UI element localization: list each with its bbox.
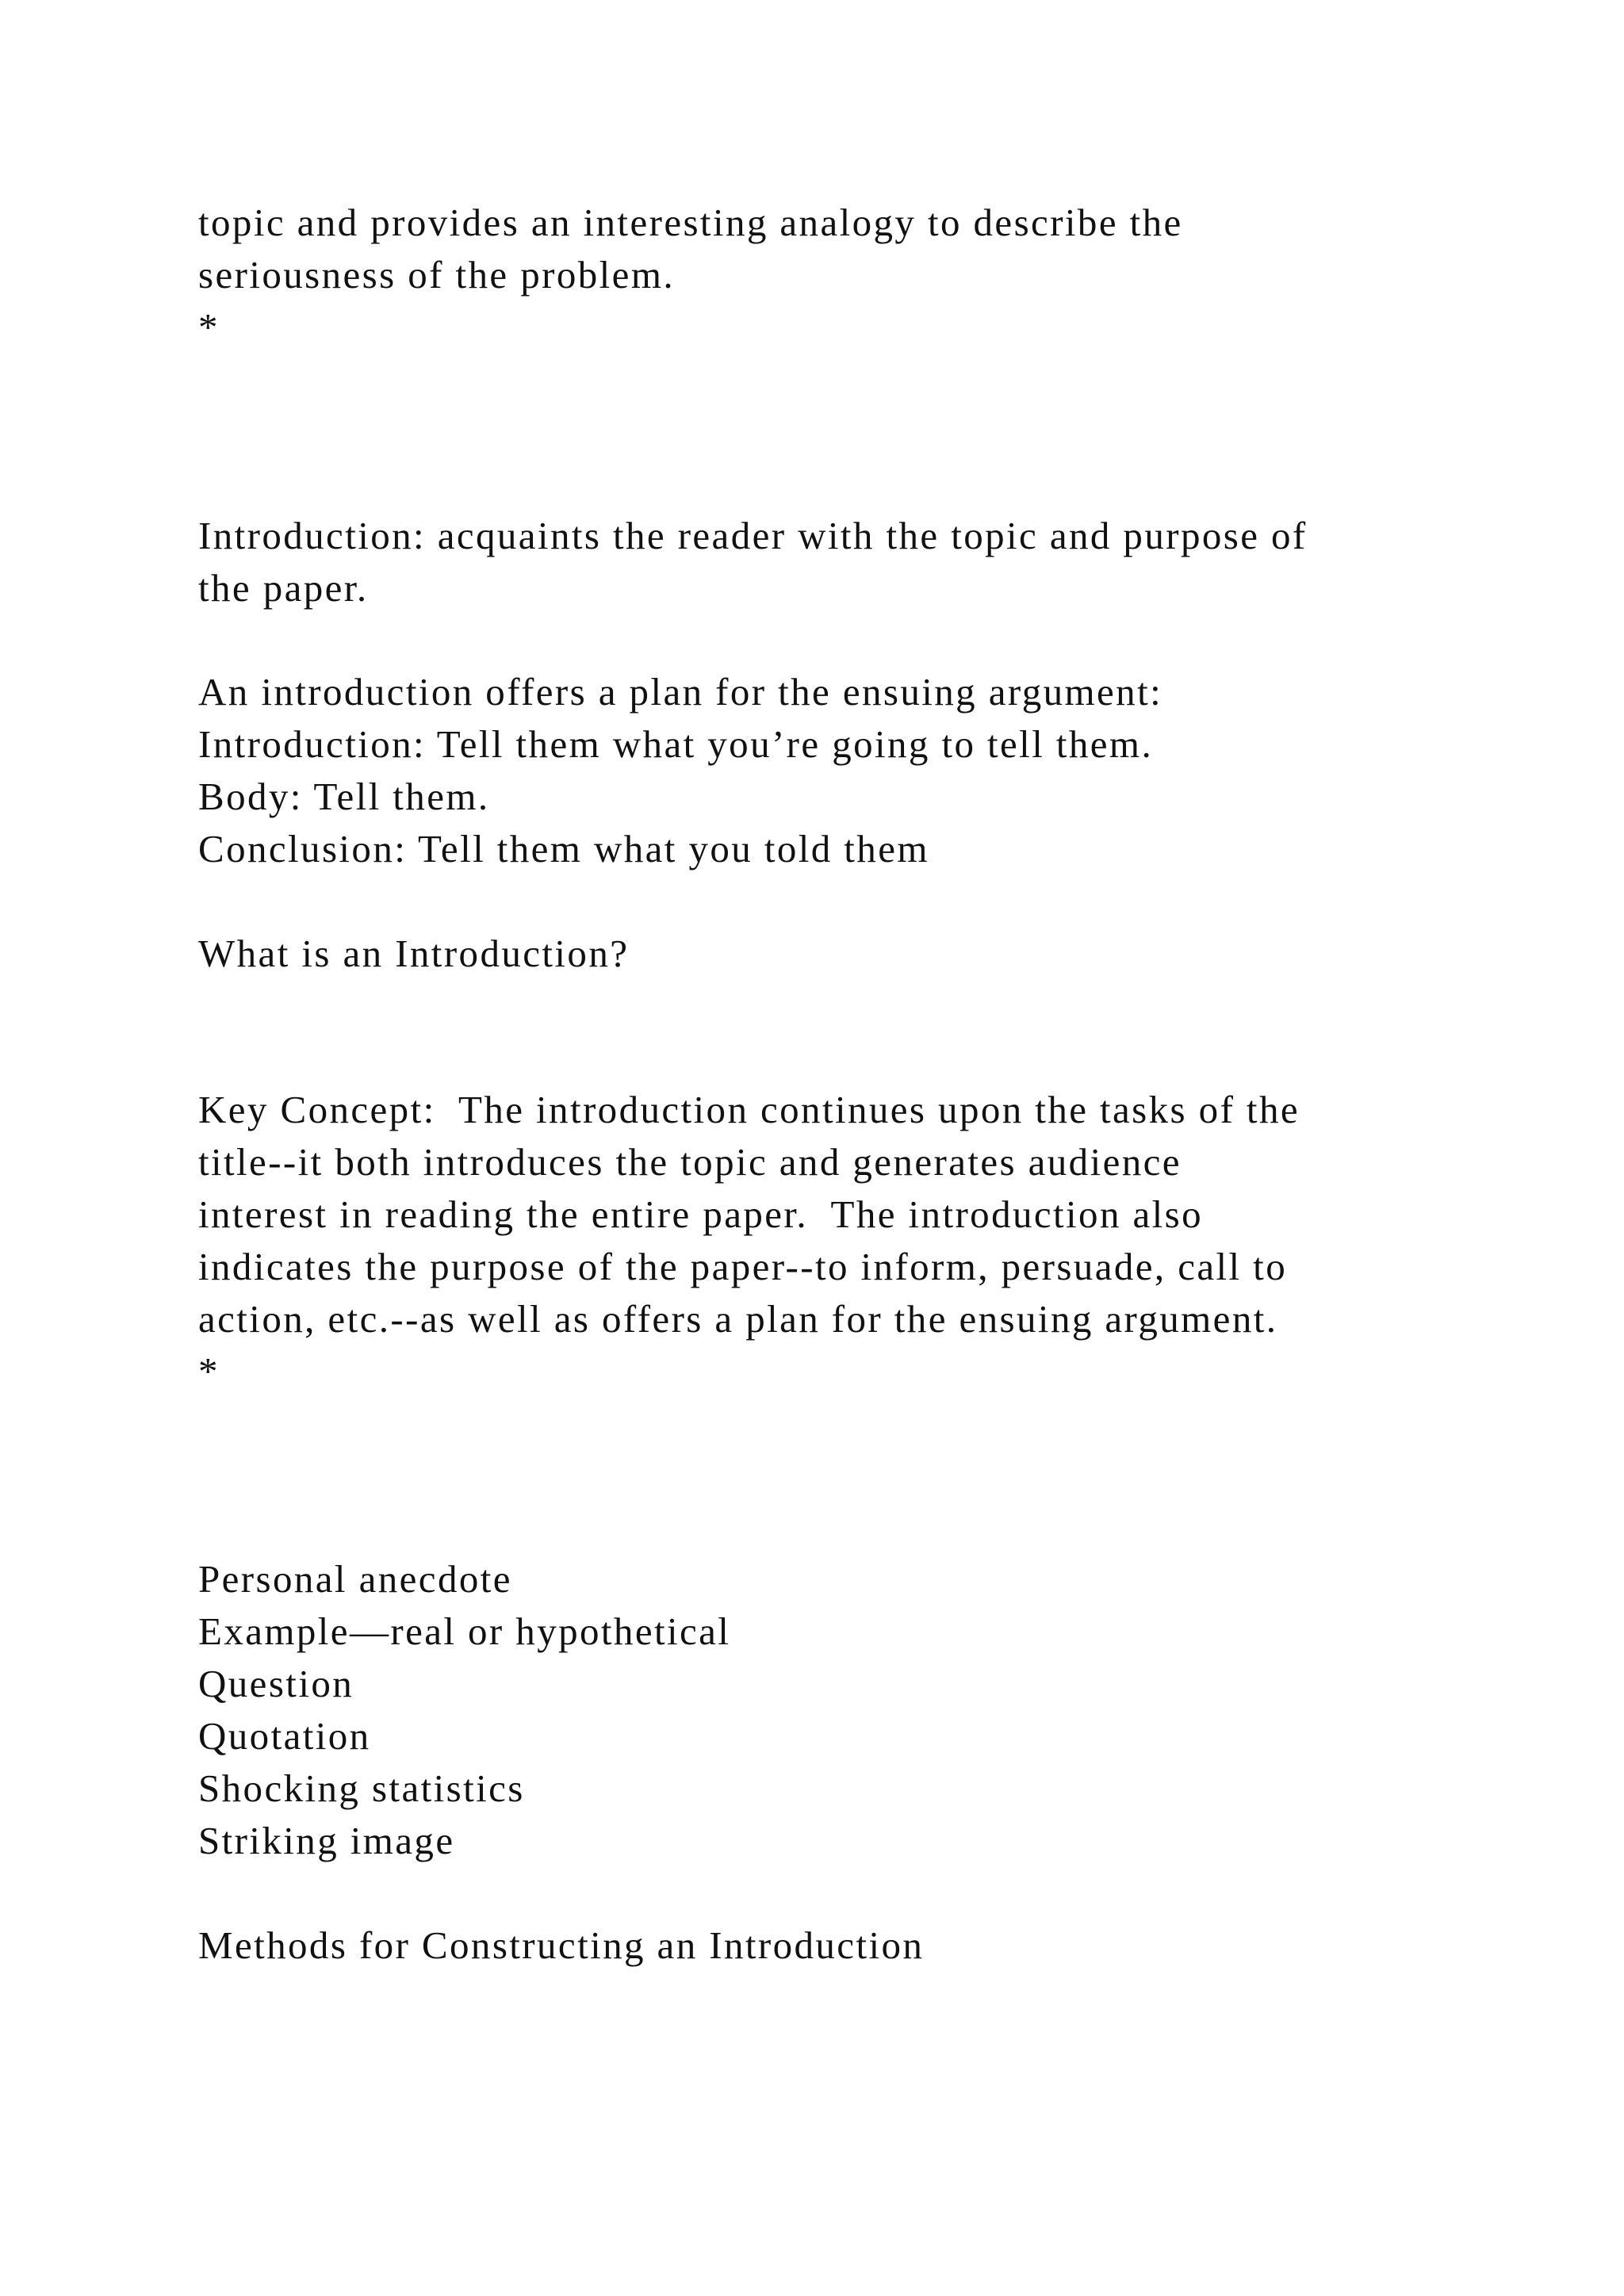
list-item: Question (198, 1662, 354, 1705)
list-item: Quotation (198, 1714, 371, 1758)
text-line: Body: Tell them. (198, 775, 490, 818)
text-line: the paper. (198, 566, 369, 610)
list-item: Shocking statistics (198, 1766, 525, 1810)
text-line: Key Concept: The introduction continues upon the tasks of the (198, 1088, 1300, 1131)
text-line: indicates the purpose of the paper--to inform, persuade, call to (198, 1245, 1288, 1288)
text-line: Conclusion: Tell them what you told them (198, 827, 929, 871)
list-item: Striking image (198, 1819, 455, 1862)
text-line: An introduction offers a plan for the ensuing argument: (198, 670, 1163, 714)
list-item: Personal anecdote (198, 1557, 512, 1601)
text-line: topic and provides an interesting analogy to describe the (198, 201, 1183, 244)
asterisk-marker: * (198, 1349, 220, 1393)
text-line: Introduction: acquaints the reader with the topic and purpose of (198, 514, 1308, 557)
text-line: action, etc.--as well as offers a plan for the ensuing argument. (198, 1297, 1278, 1341)
text-line: Introduction: Tell them what you’re going to tell them. (198, 722, 1154, 766)
slide-heading: What is an Introduction? (198, 932, 630, 975)
list-item: Example—real or hypothetical (198, 1609, 731, 1653)
asterisk-marker: * (198, 305, 220, 349)
text-line: title--it both introduces the topic and generates audience (198, 1140, 1182, 1184)
text-line: interest in reading the entire paper. The introduction also (198, 1192, 1204, 1236)
text-line: seriousness of the problem. (198, 253, 675, 297)
slide-heading: Methods for Constructing an Introduction (198, 1923, 925, 1967)
